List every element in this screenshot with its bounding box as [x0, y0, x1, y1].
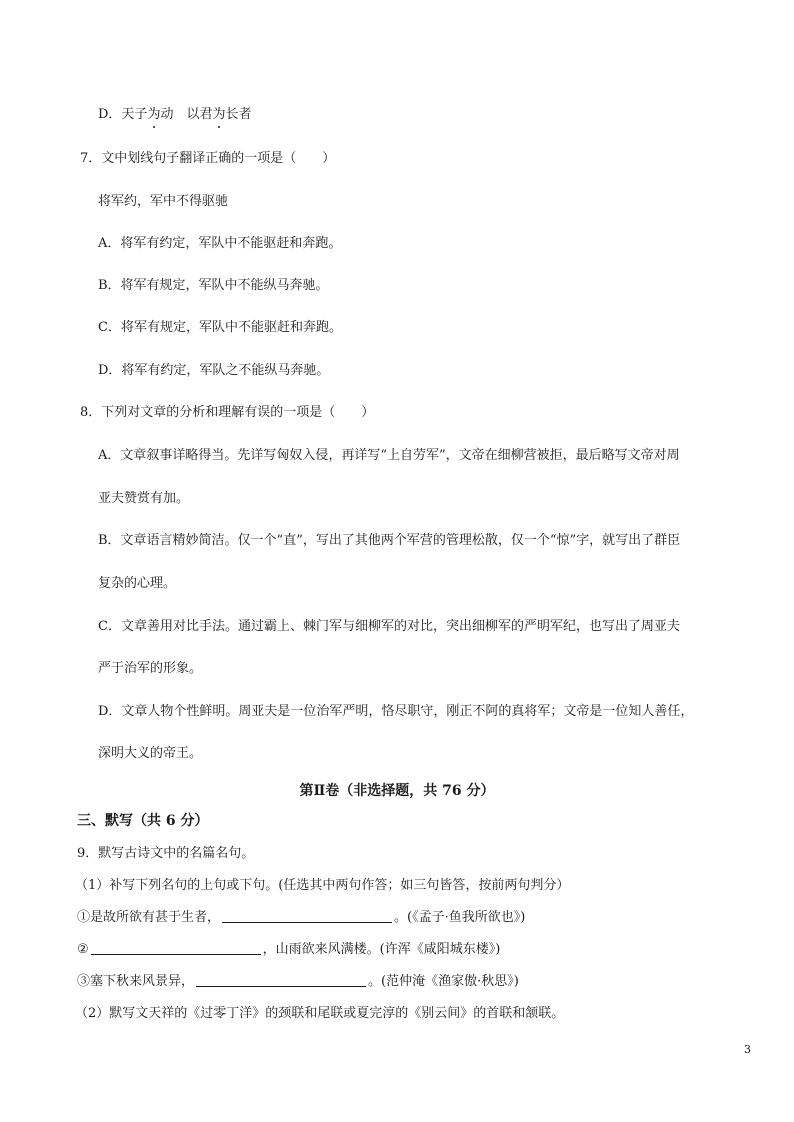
q7-stem: 7．文中划线句子翻译正确的一项是（ ）	[80, 151, 336, 166]
q6-option-d	[98, 106, 252, 124]
q9-stem: 9．默写古诗文中的名篇名句。	[77, 846, 255, 861]
q9-item2-source: ，山雨欲来风满楼。(许浑《咸阳城东楼》)	[262, 942, 501, 957]
q6-option-d-part: 长者	[225, 107, 252, 122]
section3-heading: 三、默写（共 6 分）	[77, 813, 209, 829]
q8-option-c: C．文章善用对比手法。通过霸上、棘门军与细柳军的对比，突出细柳军的严明军纪，也写出了周亚夫	[98, 619, 680, 634]
page-number: 3	[744, 1043, 751, 1056]
q7-quote: 将军约，军中不得驱驰	[98, 194, 229, 209]
q8-option-a-cont: 亚夫赞赏有加。	[98, 491, 190, 506]
q7-option-d: D．将军有约定，军队之不能纵马奔驰。	[98, 363, 330, 378]
q8-option-c-cont: 严于治军的形象。	[98, 661, 203, 676]
q9-item1	[77, 909, 525, 927]
q8-stem: 8．下列对文章的分析和理解有误的一项是（ ）	[80, 405, 375, 420]
q6-option-d-label: D．天子	[98, 107, 148, 122]
emphasis-dot-char: 为	[147, 107, 161, 122]
q8-option-a: A．文章叙事详略得当。先详写匈奴入侵，再详写“上自劳军”，文帝在细柳营被拒，最后略写文帝对周	[98, 448, 680, 463]
q9-item2-text: ②	[77, 942, 89, 957]
q6-option-d-part: 动	[160, 107, 174, 122]
answer-blank[interactable]	[91, 941, 261, 955]
q9-item3-source: 。(范仲淹《渔家傲·秋思》)	[368, 974, 519, 989]
q8-option-d: D．文章人物个性鲜明。周亚夫是一位治军严明，恪尽职守，刚正不阿的真将军；文帝是一位知人善任，	[98, 704, 694, 719]
q9-sub1: （1）补写下列名句的上句或下句。(任选其中两句作答；如三句皆答，按前两句判分）	[75, 878, 570, 893]
emphasis-dot-char: 为	[212, 107, 226, 122]
q9-item2	[77, 941, 500, 959]
q7-option-c: C．将军有规定，军队中不能驱赶和奔跑。	[98, 320, 342, 335]
q9-sub2: （2）默写文天祥的《过零丁洋》的颈联和尾联或夏完淳的《别云间》的首联和颔联。	[75, 1006, 565, 1021]
q8-option-b-cont: 复杂的心理。	[98, 576, 177, 591]
q7-option-a: A．将军有约定，军队中不能驱赶和奔跑。	[98, 236, 342, 251]
q9-item3	[77, 973, 519, 991]
answer-blank[interactable]	[196, 973, 366, 987]
q7-option-b: B．将军有规定，军队中不能纵马奔驰。	[98, 278, 329, 293]
q8-option-b: B．文章语言精妙简洁。仅一个“直”，写出了其他两个军营的管理松散，仅一个“惊”字，就写出了群臣	[98, 533, 681, 548]
q9-item1-text: ①是故所欲有甚于生者，	[77, 910, 221, 925]
answer-blank[interactable]	[222, 909, 392, 923]
q9-item1-source: 。(《孟子·鱼我所欲也》)	[394, 910, 526, 925]
part2-title: 第Ⅱ卷（非选择题，共 76 分）	[299, 783, 495, 799]
q6-option-d-gap: 以君	[173, 107, 213, 122]
q8-option-d-cont: 深明大义的帝王。	[98, 746, 203, 761]
q9-item3-text: ③塞下秋来风景异，	[77, 974, 195, 989]
